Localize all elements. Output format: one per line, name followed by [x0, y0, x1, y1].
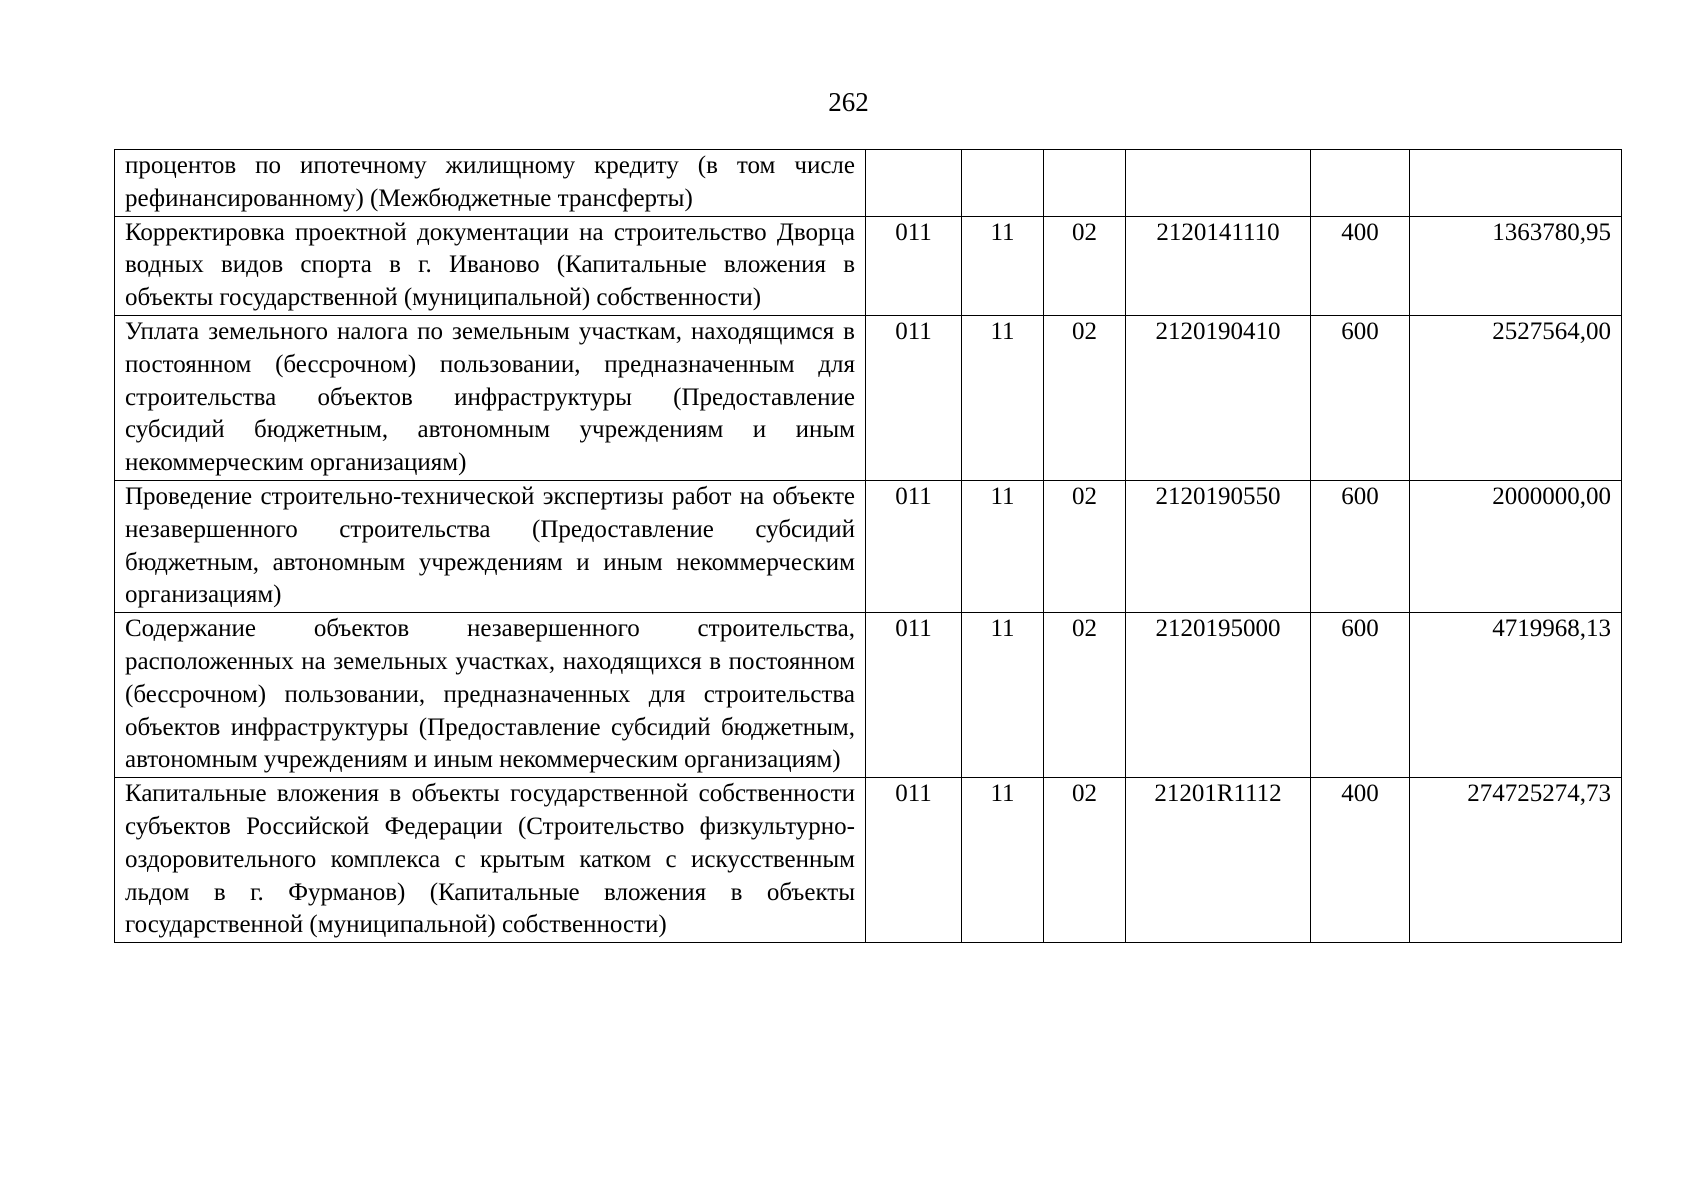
row-amount: 1363780,95 [1410, 216, 1622, 315]
row-description: процентов по ипотечному жилищному кредиту (в том числе рефинансированному) (Межбюджетные трансферты) [115, 150, 866, 217]
row-grbs-code: 011 [866, 613, 962, 778]
row-grbs-code: 011 [866, 216, 962, 315]
table-row [115, 480, 1622, 612]
row-amount [1410, 150, 1622, 217]
row-target-article: 2120195000 [1126, 613, 1311, 778]
row-section-code: 11 [962, 613, 1044, 778]
table-row [115, 778, 1622, 943]
row-target-article: 21201R1112 [1126, 778, 1311, 943]
row-amount: 2527564,00 [1410, 315, 1622, 480]
table-row [115, 613, 1622, 778]
row-amount: 4719968,13 [1410, 613, 1622, 778]
row-grbs-code: 011 [866, 315, 962, 480]
budget-table [114, 149, 1622, 943]
row-subsection-code: 02 [1044, 613, 1126, 778]
row-amount: 274725274,73 [1410, 778, 1622, 943]
table-row [115, 315, 1622, 480]
table-row [115, 216, 1622, 315]
row-subsection-code: 02 [1044, 778, 1126, 943]
row-description: Уплата земельного налога по земельным участкам, находящимся в постоянном (бессрочном) пользовании, предназначенным для строительства объектов инфраструктуры (Предоставление субсидий бюджетным, автономным учреждениям и иным некоммерческим организациям) [115, 315, 866, 480]
row-expense-type: 600 [1311, 315, 1410, 480]
row-section-code [962, 150, 1044, 217]
row-section-code: 11 [962, 778, 1044, 943]
row-grbs-code: 011 [866, 480, 962, 612]
row-section-code: 11 [962, 480, 1044, 612]
row-target-article [1126, 150, 1311, 217]
row-target-article: 2120190550 [1126, 480, 1311, 612]
page-number: 262 [828, 87, 869, 117]
row-subsection-code: 02 [1044, 315, 1126, 480]
row-subsection-code: 02 [1044, 480, 1126, 612]
row-grbs-code [866, 150, 962, 217]
row-expense-type [1311, 150, 1410, 217]
row-expense-type: 400 [1311, 778, 1410, 943]
row-target-article: 2120141110 [1126, 216, 1311, 315]
row-section-code: 11 [962, 216, 1044, 315]
row-amount: 2000000,00 [1410, 480, 1622, 612]
row-grbs-code: 011 [866, 778, 962, 943]
row-expense-type: 600 [1311, 613, 1410, 778]
row-description: Капитальные вложения в объекты государственной собственности субъектов Российской Федерации (Строительство физкультурно-оздоровительного комплекса с крытым катком с искусственным льдом в г. Фурманов) (Капитальные вложения в объекты государственной (муниципальной) собственности) [115, 778, 866, 943]
row-expense-type: 600 [1311, 480, 1410, 612]
row-target-article: 2120190410 [1126, 315, 1311, 480]
row-section-code: 11 [962, 315, 1044, 480]
row-subsection-code [1044, 150, 1126, 217]
table-row [115, 150, 1622, 217]
row-expense-type: 400 [1311, 216, 1410, 315]
row-description: Проведение строительно-технической экспертизы работ на объекте незавершенного строительства (Предоставление субсидий бюджетным, автономным учреждениям и иным некоммерческим организациям) [115, 480, 866, 612]
row-description: Корректировка проектной документации на строительство Дворца водных видов спорта в г. Иваново (Капитальные вложения в объекты государственной (муниципальной) собственности) [115, 216, 866, 315]
row-subsection-code: 02 [1044, 216, 1126, 315]
row-description: Содержание объектов незавершенного строительства, расположенных на земельных участках, находящихся в постоянном (бессрочном) пользовании, предназначенных для строительства объектов инфраструктуры (Предоставление субсидий бюджетным, автономным учреждениям и иным некоммерческим организациям) [115, 613, 866, 778]
